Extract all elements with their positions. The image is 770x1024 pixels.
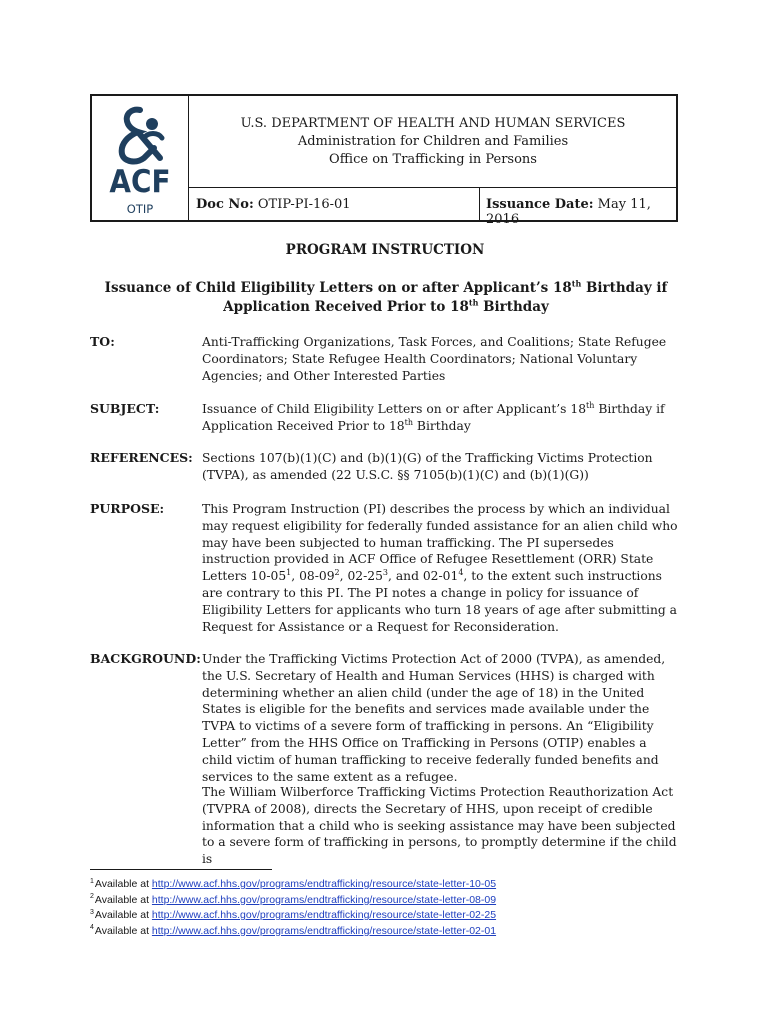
footnote-number: 4 <box>90 924 94 932</box>
footnote-number: 3 <box>90 908 94 916</box>
references-text: Sections 107(b)(1)(C) and (b)(1)(G) of the Trafficking Victims Protection (TVPA), as amended (22 U.S.C. §§ 7105(b)(1)(C) and (b)(1)(G)) <box>202 451 653 482</box>
footnote-link[interactable]: http://www.acf.hhs.gov/programs/endtrafficking/resource/state-letter-02-25 <box>151 909 497 922</box>
footnote-ref: 3 <box>382 568 388 578</box>
letterhead-box <box>90 94 678 227</box>
subject-text <box>202 401 680 435</box>
office-name: Office on Trafficking in Persons <box>329 152 537 167</box>
purpose-part: , and 02-01 <box>388 569 459 584</box>
administration-name: Administration for Children and Families <box>297 134 569 149</box>
footnote-item <box>90 924 710 940</box>
footnote-prefix: Available at <box>94 924 152 937</box>
issuance-date-label: Issuance Date: <box>486 197 594 212</box>
purpose-part: , 08-09 <box>291 569 335 584</box>
to-label: TO: <box>90 334 115 349</box>
title-part: Issuance of Child Eligibility Letters on or after Applicant’s 18 <box>104 280 572 296</box>
purpose-part: , 02-25 <box>339 569 383 584</box>
title-part: Birthday <box>478 299 549 315</box>
program-instruction-heading: PROGRAM INSTRUCTION <box>285 242 485 258</box>
title-superscript: th <box>468 297 479 308</box>
background-paragraph-1: Under the Trafficking Victims Protection Act of 2000 (TVPA), as amended, the U.S. Secretary of Health and Human Services (HHS) is charged with determining whether an alien child (under the age of 18) in the United States is eligible for the benefits and services made available under the TVPA to victims of a severe form of trafficking in persons. An “Eligibility Letter” from the HHS Office on Trafficking in Persons (OTIP) enables a child victim of human trafficking to receive federally funded benefits and services to the same extent as a refugee. <box>202 652 666 784</box>
references-label: REFERENCES: <box>90 450 193 465</box>
to-text: Anti-Trafficking Organizations, Task Forces, and Coalitions; State Refugee Coordinators; State Refugee Health Coordinators; National Voluntary Agencies; and Other Interested Parties <box>202 335 667 383</box>
footnote-prefix: Available at <box>94 893 152 906</box>
footnote-link[interactable]: http://www.acf.hhs.gov/programs/endtrafficking/resource/state-letter-02-01 <box>151 924 497 937</box>
doc-number-value: OTIP-PI-16-01 <box>257 197 351 212</box>
footnote-number: 1 <box>90 877 94 885</box>
purpose-label: PURPOSE: <box>90 501 165 516</box>
footnote-prefix: Available at <box>94 878 152 890</box>
footnote-item <box>90 908 710 924</box>
footnotes <box>90 877 710 939</box>
subject-part: Birthday if Application Received Prior to 18 <box>202 402 665 433</box>
title-part: Application Received Prior to 18 <box>223 299 469 315</box>
doc-number-cell <box>188 187 480 220</box>
title-part: Birthday if <box>581 280 668 296</box>
subject-superscript: th <box>586 400 595 410</box>
title-superscript: th <box>571 278 582 289</box>
footnote-link[interactable]: http://www.acf.hhs.gov/programs/endtrafficking/resource/state-letter-08-09 <box>151 893 497 906</box>
ampersand-person-icon <box>110 104 170 166</box>
document-title <box>96 279 676 317</box>
logo-subtitle: OTIP <box>126 202 154 216</box>
background-label: BACKGROUND: <box>90 651 201 666</box>
footnote-ref: 1 <box>286 568 292 578</box>
subject-label: SUBJECT: <box>90 401 160 416</box>
logo-wordmark: ACF <box>109 164 171 200</box>
agency-block <box>188 115 678 169</box>
department-name: U.S. DEPARTMENT OF HEALTH AND HUMAN SERVICES <box>240 116 626 131</box>
footnote-link[interactable]: http://www.acf.hhs.gov/programs/endtrafficking/resource/state-letter-10-05 <box>151 878 497 890</box>
issuance-date-value: May 11, 2016 <box>486 197 651 227</box>
subject-part: Issuance of Child Eligibility Letters on or after Applicant’s 18 <box>202 402 587 416</box>
purpose-text <box>202 501 680 635</box>
doc-number-label: Doc No: <box>196 197 254 212</box>
footnote-ref: 2 <box>334 568 340 578</box>
footnote-item <box>90 893 710 909</box>
issuance-date-cell <box>480 187 678 227</box>
subject-superscript: th <box>404 417 414 427</box>
background-paragraph-2: The William Wilberforce Trafficking Victims Protection Reauthorization Act (TVPRA of 2008), directs the Secretary of HHS, upon receipt of credible information that a child who is seeking assistance may have been subjected to a severe form of trafficking in persons, to promptly determine if the child is <box>202 785 677 867</box>
footnote-prefix: Available at <box>94 909 152 922</box>
purpose-part: , to the extent such instructions are contrary to this PI. The PI notes a change in policy for issuance of Eligibility Letters for applicants who turn 18 years of age after submitting a Request for Assistance or a Request for Reconsideration. <box>202 569 678 634</box>
footnote-item <box>90 877 710 893</box>
purpose-part: This Program Instruction (PI) describes the process by which an individual may request eligibility for federally funded assistance for an alien child who may have been subjected to human trafficking. The PI supersedes instruction provided in ACF Office of Refugee Resettlement (ORR) State Letters 10-05 <box>202 502 678 584</box>
footnote-divider <box>90 869 272 870</box>
footnote-ref: 4 <box>458 568 464 578</box>
subject-part: Birthday <box>413 418 471 433</box>
acf-logo <box>92 96 189 220</box>
footnote-number: 2 <box>90 893 94 901</box>
